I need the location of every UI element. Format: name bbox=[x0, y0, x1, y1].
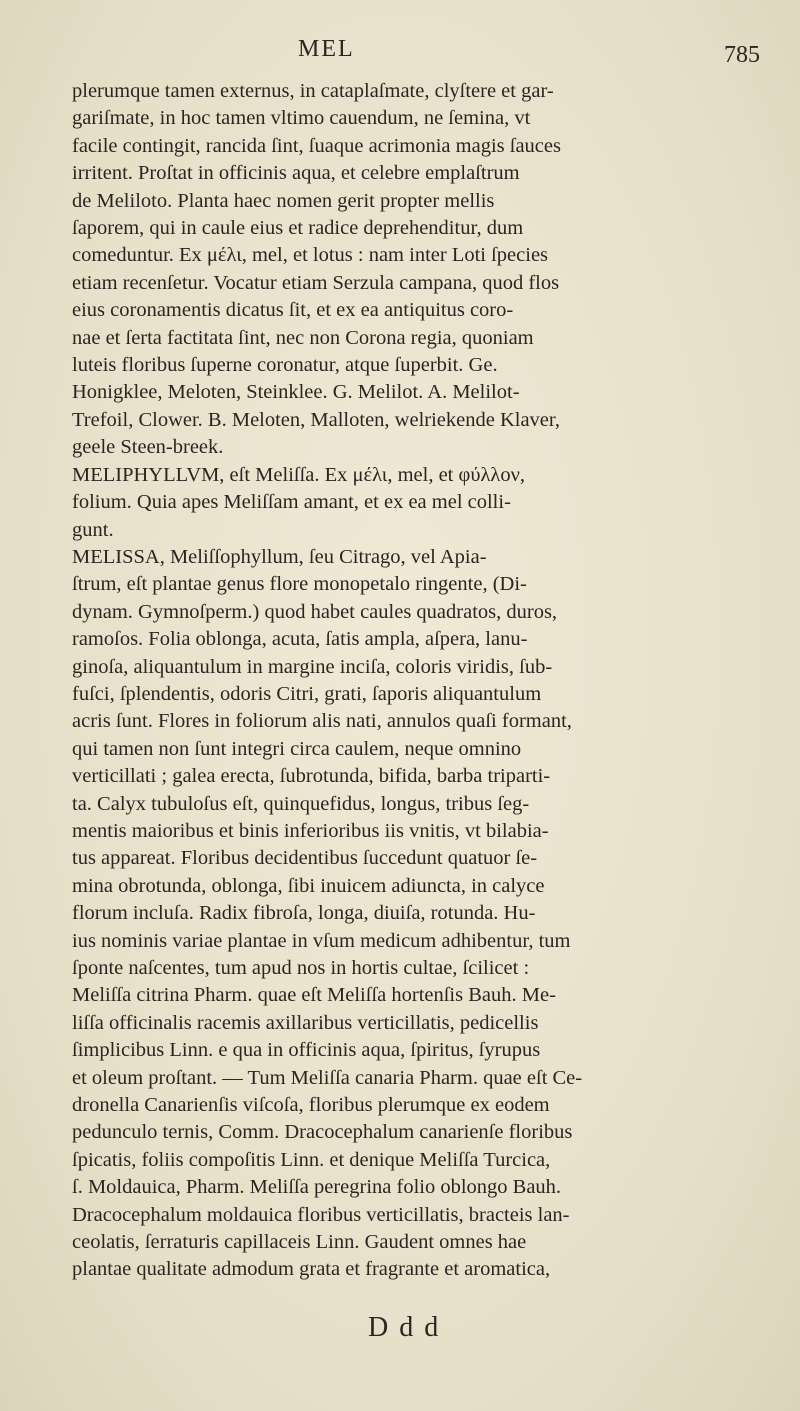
text-line: ceolatis, ſerraturis capillaceis Linn. Gaudent omnes hae bbox=[72, 1231, 527, 1254]
text-line: Meliſſa citrina Pharm. quae eſt Meliſſa hortenſis Bauh. Me- bbox=[72, 984, 556, 1007]
text-line: ſ. Moldauica, Pharm. Meliſſa peregrina folio oblongo Bauh. bbox=[72, 1176, 562, 1199]
text-line: ſaporem, qui in caule eius et radice deprehenditur, dum bbox=[72, 217, 524, 240]
text-line: ius nominis variae plantae in vſum medicum adhibentur, tum bbox=[72, 929, 571, 952]
text-line: plantae qualitate admodum grata et fragrante et aromatica, bbox=[72, 1258, 551, 1281]
text-line: irritent. Proſtat in officinis aqua, et celebre emplaſtrum bbox=[72, 162, 520, 185]
text-line: pedunculo ternis, Comm. Dracocephalum canarienſe floribus bbox=[72, 1121, 573, 1144]
text-line: gunt. bbox=[72, 518, 114, 541]
text-line: eius coronamentis dicatus ſit, et ex ea antiquitus coro- bbox=[72, 299, 514, 322]
text-line: Honigklee, Meloten, Steinklee. G. Melilot. A. Melilot- bbox=[72, 381, 520, 404]
text-line: comeduntur. Ex μέλι, mel, et lotus : nam inter Loti ſpecies bbox=[72, 244, 549, 267]
text-line: ſponte naſcentes, tum apud nos in hortis cultae, ſcilicet : bbox=[72, 957, 530, 979]
text-line: ta. Calyx tubuloſus eſt, quinquefidus, longus, tribus ſeg- bbox=[72, 792, 530, 815]
text-line: liſſa officinalis racemis axillaribus verticillatis, pedicellis bbox=[72, 1011, 539, 1034]
text-line: Dracocephalum moldauica floribus verticillatis, bracteis lan- bbox=[72, 1203, 570, 1226]
text-line: acris ſunt. Flores in foliorum alis nati, annulos quaſi formant, bbox=[72, 710, 572, 733]
text-line: facile contingit, rancida ſint, ſuaque acrimonia magis ſauces bbox=[72, 134, 561, 157]
text-line: dronella Canarienſis viſcoſa, floribus plerumque ex eodem bbox=[72, 1094, 550, 1117]
text-line: verticillati ; galea erecta, ſubrotunda, bifida, barba triparti- bbox=[72, 765, 551, 788]
text-line: gariſmate, in hoc tamen vltimo cauendum, ne ſemina, vt bbox=[72, 107, 531, 130]
text-line: Trefoil, Clower. B. Meloten, Malloten, welriekende Klaver, bbox=[72, 408, 561, 431]
text-line: de Meliloto. Planta haec nomen gerit propter mellis bbox=[72, 189, 495, 212]
page-header bbox=[60, 22, 760, 72]
text-line: ſimplicibus Linn. e qua in officinis aqua, ſpiritus, ſyrupus bbox=[72, 1039, 541, 1062]
text-line: et oleum proſtant. — Tum Meliſſa canaria Pharm. quae eſt Ce- bbox=[72, 1066, 583, 1089]
text-line: fuſci, ſplendentis, odoris Citri, grati, ſaporis aliquantulum bbox=[72, 682, 542, 705]
text-line: ſpicatis, foliis compoſitis Linn. et denique Meliſſa Turcica, bbox=[72, 1148, 551, 1171]
text-line: tus appareat. Floribus decidentibus ſuccedunt quatuor ſe- bbox=[72, 847, 538, 870]
text-line: ginoſa, aliquantulum in margine inciſa, coloris viridis, ſub- bbox=[72, 655, 553, 678]
running-head: MEL bbox=[298, 36, 355, 62]
signature-mark: D d d bbox=[368, 1312, 441, 1343]
text-line: etiam recenſetur. Vocatur etiam Serzula campana, quod flos bbox=[72, 271, 560, 294]
text-line: mentis maioribus et binis inferioribus iis vnitis, vt bilabia- bbox=[72, 819, 549, 842]
text-line: nae et ſerta factitata ſint, nec non Corona regia, quoniam bbox=[72, 326, 534, 349]
text-line: plerumque tamen externus, in cataplaſmate, clyſtere et gar- bbox=[72, 80, 554, 102]
text-line: MELISSA, Meliſſophyllum, ſeu Citrago, vel Apia- bbox=[72, 545, 487, 568]
body-text bbox=[72, 78, 772, 1284]
text-line: mina obrotunda, oblonga, ſibi inuicem adiuncta, in calyce bbox=[72, 874, 545, 897]
text-line: ſtrum, eſt plantae genus flore monopetalo ringente, (Di- bbox=[72, 573, 527, 596]
text-line: florum incluſa. Radix fibroſa, longa, diuiſa, rotunda. Hu- bbox=[72, 902, 536, 925]
text-line: qui tamen non ſunt integri circa caulem, neque omnino bbox=[72, 737, 522, 760]
page-number: 785 bbox=[724, 42, 760, 68]
text-line: luteis floribus ſuperne coronatur, atque ſuperbit. Ge. bbox=[72, 354, 498, 377]
text-line: MELIPHYLLVM, eſt Meliſſa. Ex μέλι, mel, et φύλλον, bbox=[72, 463, 525, 486]
text-line: geele Steen-breek. bbox=[72, 436, 224, 459]
text-line: folium. Quia apes Meliſſam amant, et ex ea mel colli- bbox=[72, 491, 511, 514]
text-line: dynam. Gymnoſperm.) quod habet caules quadratos, duros, bbox=[72, 600, 558, 623]
text-line: ramoſos. Folia oblonga, acuta, ſatis ampla, aſpera, lanu- bbox=[72, 628, 528, 651]
